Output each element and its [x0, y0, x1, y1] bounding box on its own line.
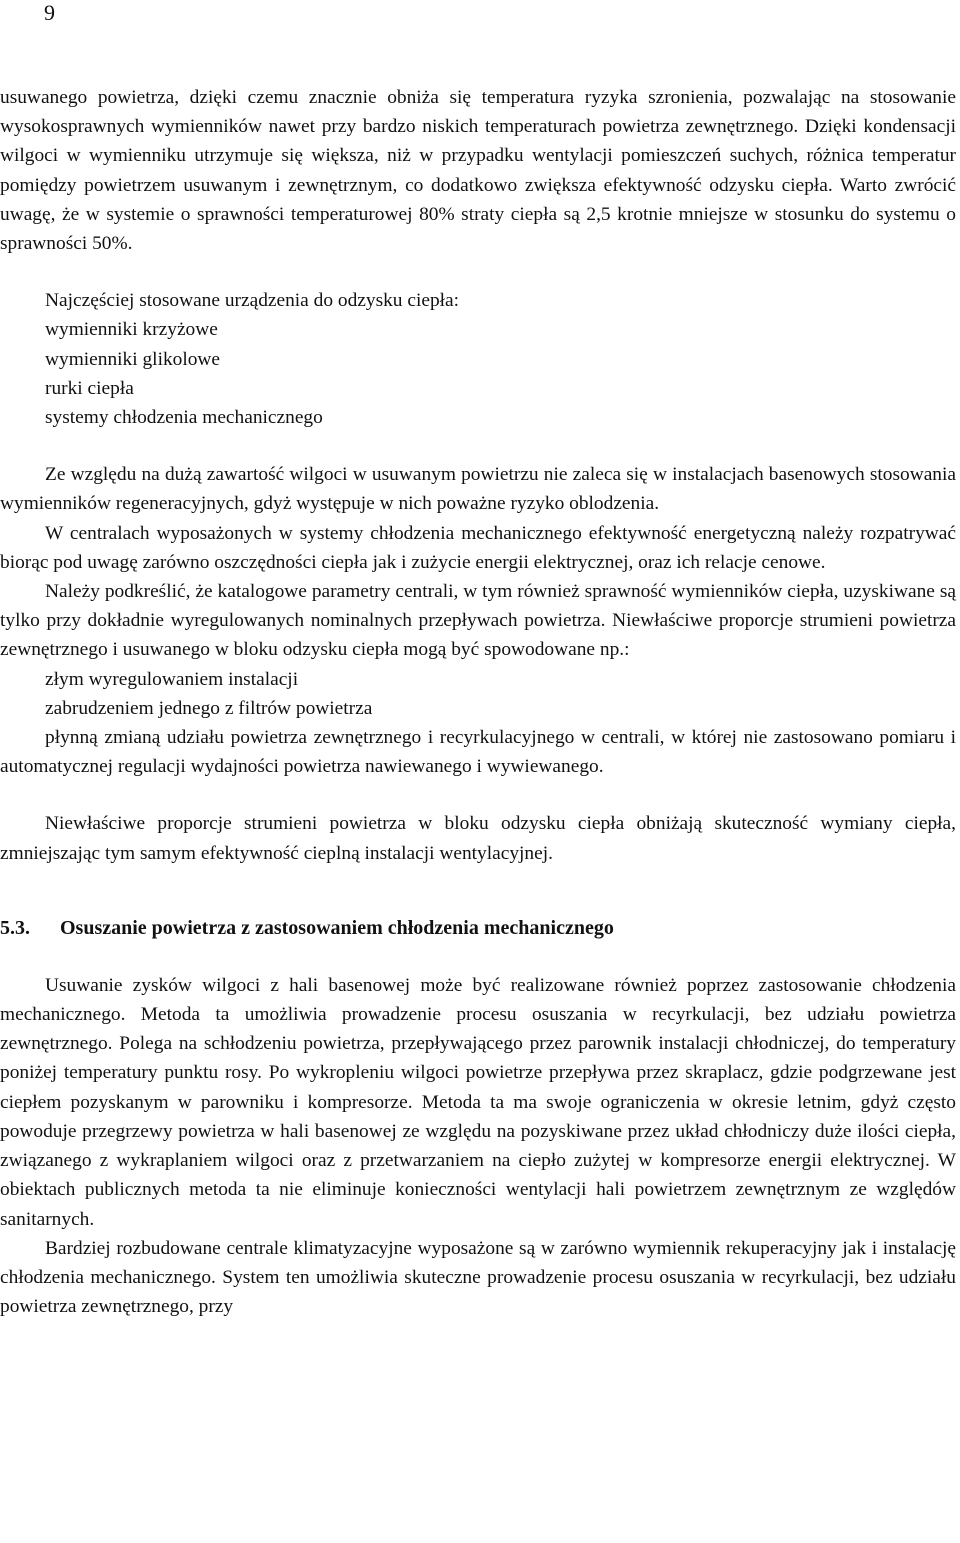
paragraph: Niewłaściwe proporcje strumieni powietrza w bloku odzysku ciepła obniżają skuteczność wymiany ciepła, zmniejszając tym samym efektywność cieplną instalacji wentylacyjnej. — [0, 813, 956, 864]
section-heading — [0, 914, 956, 943]
list-item: wymienniki glikolowe — [45, 348, 221, 370]
paragraph: Należy podkreślić, że katalogowe parametry centrali, w tym również sprawność wymienników ciepła, uzyskiwane są tylko przy dokładnie wyregulowanych nominalnych przepływach powietrza. Niewłaściwe proporcje strumieni powietrza zewnętrznego i usuwanego w bloku odzysku ciepła mogą być spowodowane np.: — [0, 581, 956, 661]
list-item: wymienniki krzyżowe — [45, 319, 218, 341]
section-title: Osuszanie powietrza z zastosowaniem chłodzenia mechanicznego — [60, 916, 614, 939]
spacer — [0, 781, 956, 809]
spacer — [0, 432, 956, 460]
list-intro: Najczęściej stosowane urządzenia do odzysku ciepła: — [45, 290, 460, 312]
section-number: 5.3. — [0, 916, 30, 939]
page-number: 9 — [44, 0, 55, 25]
document-body — [0, 83, 956, 1321]
spacer — [0, 943, 956, 971]
paragraph: Bardziej rozbudowane centrale klimatyzacyjne wyposażone są w zarówno wymiennik rekuperacyjny jak i instalację chłodzenia mechanicznego. System ten umożliwia skuteczne prowadzenie procesu osuszania w recyrkulacji, bez udziału powietrza zewnętrznego, przy — [0, 1237, 956, 1318]
paragraph: usuwanego powietrza, dzięki czemu znacznie obniża się temperatura ryzyka szronienia, pozwalając na stosowanie wysokosprawnych wymienników nawet przy bardzo niskich temperaturach powietrza zewnętrznego. Dzięki kondensacji wilgoci w wymienniku utrzymuje się większa, niż w przypadku wentylacji pomieszczeń suchych, różnica temperatur pomiędzy powietrzem usuwanym i zewnętrznym, co dodatkowo zwiększa efektywność odzysku ciepła. Warto zwrócić uwagę, że w systemie o sprawności temperaturowej 80% straty ciepła są 2,5 krotnie mniejsze w stosunku do systemu o sprawności 50%. — [0, 87, 956, 255]
list-item: systemy chłodzenia mechanicznego — [45, 407, 323, 429]
paragraph: Ze względu na dużą zawartość wilgoci w usuwanym powietrzu nie zaleca się w instalacjach basenowych stosowania wymienników regeneracyjnych, gdyż występuje w nich poważne ryzyko oblodzenia. — [0, 464, 956, 515]
paragraph: W centralach wyposażonych w systemy chłodzenia mechanicznego efektywność energetyczną należy rozpatrywać biorąc pod uwagę zarówno oszczędności ciepła jak i zużycie energii elektrycznej, oraz ich relacje cenowe. — [0, 522, 956, 573]
spacer — [0, 258, 956, 286]
list-item: złym wyregulowaniem instalacji — [45, 668, 299, 690]
spacer — [0, 868, 956, 914]
list-item: płynną zmianą udziału powietrza zewnętrznego i recyrkulacyjnego w centrali, w której nie zastosowano pomiaru i automatycznej regulacji wydajności powietrza nawiewanego i wywiewanego. — [0, 727, 956, 778]
list-item: rurki ciepła — [45, 377, 134, 399]
paragraph: Usuwanie zysków wilgoci z hali basenowej może być realizowane również poprzez zastosowanie chłodzenia mechanicznego. Metoda ta umożliwia prowadzenie procesu osuszania w recyrkulacji, bez udziału powietrza zewnętrznego. Polega na schłodzeniu powietrza, przepływającego przez parownik instalacji chłodniczej, do temperatury poniżej temperatury punktu rosy. Po wykropleniu wilgoci powietrze przepływa przez skraplacz, gdzie podgrzewane jest ciepłem pozyskanym w parowniku i kompresorze. Metoda ta ma swoje ograniczenia w okresie letnim, gdyż często powoduje przegrzewy powietrza w hali basenowej ze względu na pozyskiwane przez układ chłodniczy duże ilości ciepła, związanego z wykraplaniem wilgoci oraz z przetwarzaniem na ciepło zużytej w kompresorze energii elektrycznej. W obiektach publicznych metoda ta nie eliminuje konieczności wentylacji hali powietrzem zewnętrznym ze względów sanitarnych. — [0, 974, 956, 1230]
list-item: zabrudzeniem jednego z filtrów powietrza — [45, 697, 373, 719]
